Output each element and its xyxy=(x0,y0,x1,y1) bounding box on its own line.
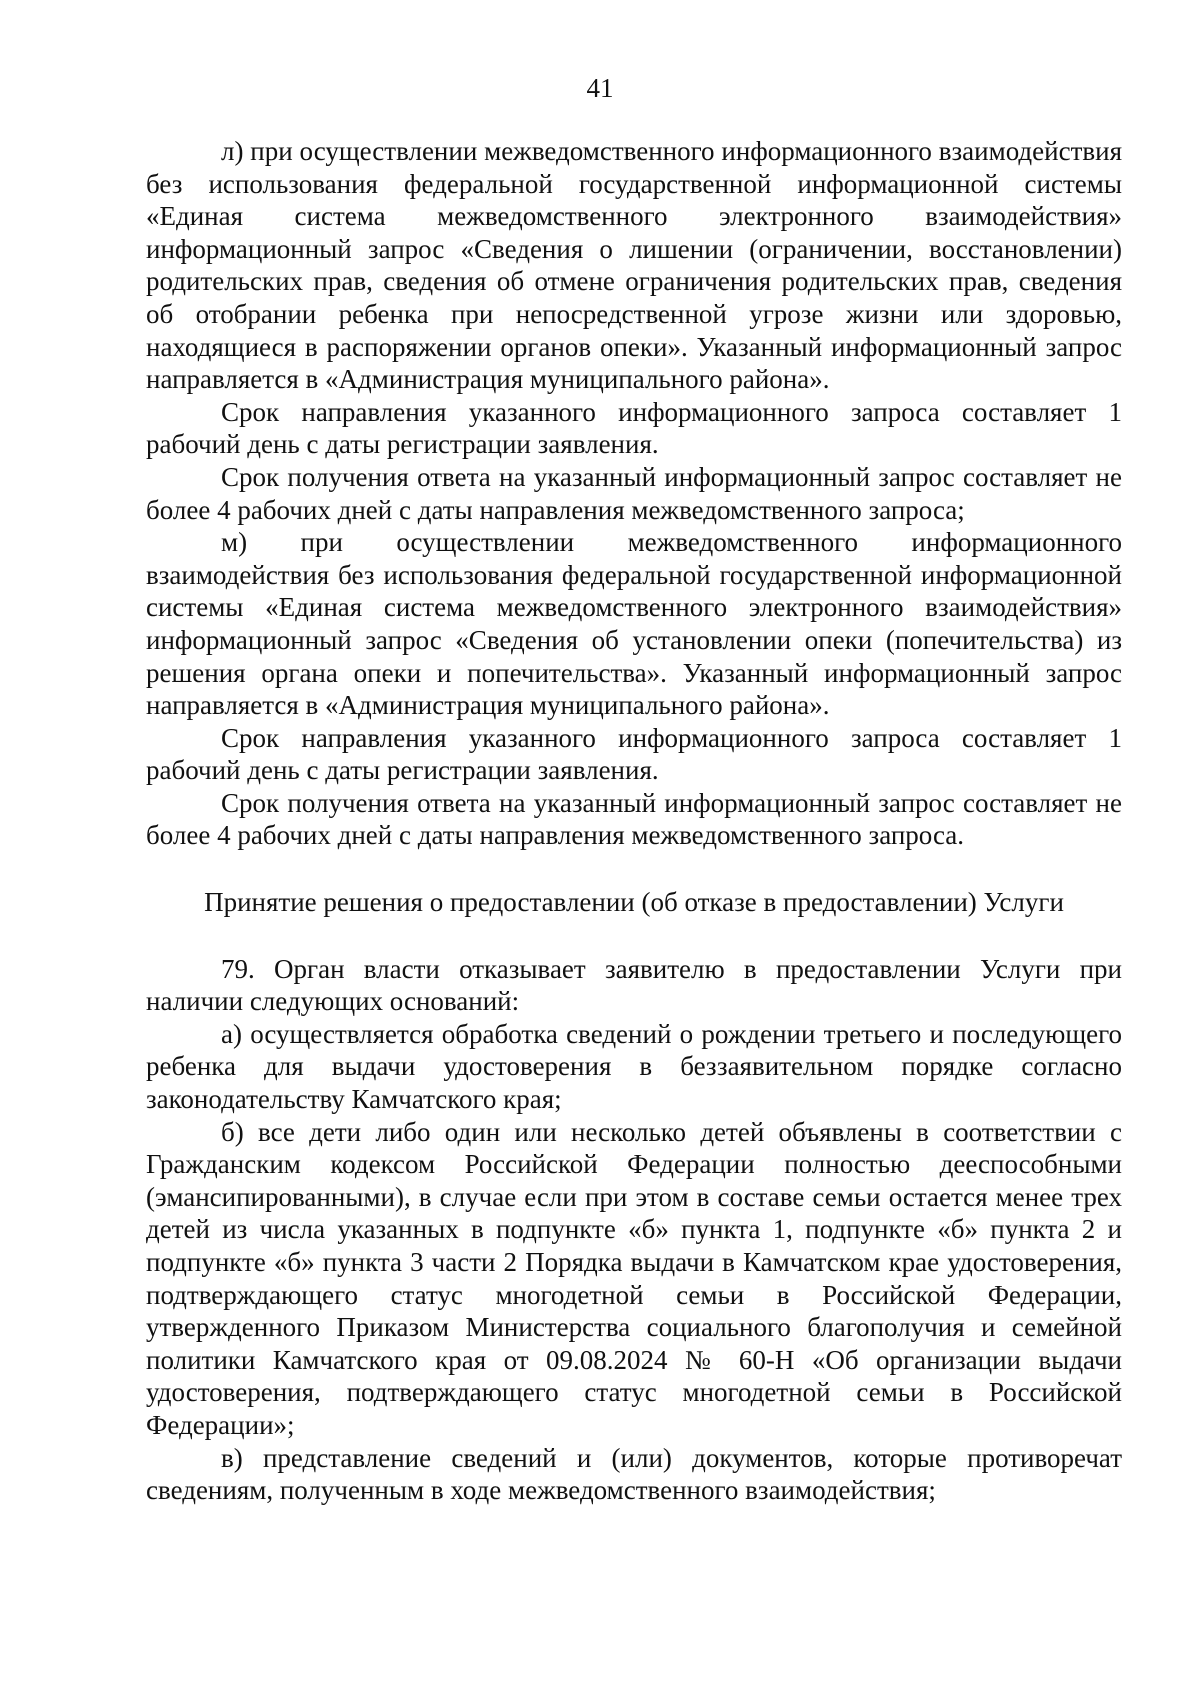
paragraph-m: м) при осуществлении межведомственного информационного взаимодействия без использования федеральной государственной информационной системы «Единая система межведомственного электронного взаимодействия» информационный запрос «Сведения об установлении опеки (попечительства) из решения органа опеки и попечительства». Указанный информационный запрос направляется в «Администрация муниципального района». xyxy=(146,527,1122,721)
paragraph-l-request-term: Срок направления указанного информационного запроса составляет 1 рабочий день с даты регистрации заявления. xyxy=(146,396,1122,460)
page-number: 41 xyxy=(586,73,614,103)
paragraph-79-a: а) осуществляется обработка сведений о рождении третьего и последующего ребенка для выдачи удостоверения в беззаявительном порядке согласно законодательству Камчатского края; xyxy=(146,1018,1122,1115)
paragraph-79: 79. Орган власти отказывает заявителю в предоставлении Услуги при наличии следующих оснований: xyxy=(146,953,1122,1017)
paragraph-m-response-term: Срок получения ответа на указанный информационный запрос составляет не более 4 рабочих дней с даты направления межведомственного запроса. xyxy=(146,787,1122,851)
paragraph-79-v: в) представление сведений и (или) документов, которые противоречат сведениям, полученным в ходе межведомственного взаимодействия; xyxy=(146,1442,1122,1506)
section-heading: Принятие решения о предоставлении (об отказе в предоставлении) Услуги xyxy=(204,887,1064,918)
document-body xyxy=(146,135,1122,1507)
paragraph-79-b: б) все дети либо один или несколько детей объявлены в соответствии с Гражданским кодексом Российской Федерации полностью дееспособными (эмансипированными), в случае если при этом в составе семьи остается менее трех детей из числа указанных в подпункте «б» пункта 1, подпункте «б» пункта 2 и подпункте «б» пункта 3 части 2 Порядка выдачи в Камчатском крае удостоверения, подтверждающего статус многодетной семьи в Российской Федерации, утвержденного Приказом Министерства социального благополучия и семейной политики Камчатского края от 09.08.2024 № 60-Н «Об организации выдачи удостоверения, подтверждающего статус многодетной семьи в Российской Федерации»; xyxy=(146,1116,1122,1440)
paragraph-l: л) при осуществлении межведомственного информационного взаимодействия без использования федеральной государственной информационной системы «Единая система межведомственного электронного взаимодействия» информационный запрос «Сведения о лишении (ограничении, восстановлении) родительских прав, сведения об отмене ограничения родительских прав, сведения об отобрании ребенка при непосредственной угрозе жизни или здоровью, находящиеся в распоряжении органов опеки». Указанный информационный запрос направляется в «Администрация муниципального района». xyxy=(146,136,1122,395)
paragraph-l-response-term: Срок получения ответа на указанный информационный запрос составляет не более 4 рабочих дней с даты направления межведомственного запроса; xyxy=(146,461,1122,525)
paragraph-m-request-term: Срок направления указанного информационного запроса составляет 1 рабочий день с даты регистрации заявления. xyxy=(146,722,1122,786)
